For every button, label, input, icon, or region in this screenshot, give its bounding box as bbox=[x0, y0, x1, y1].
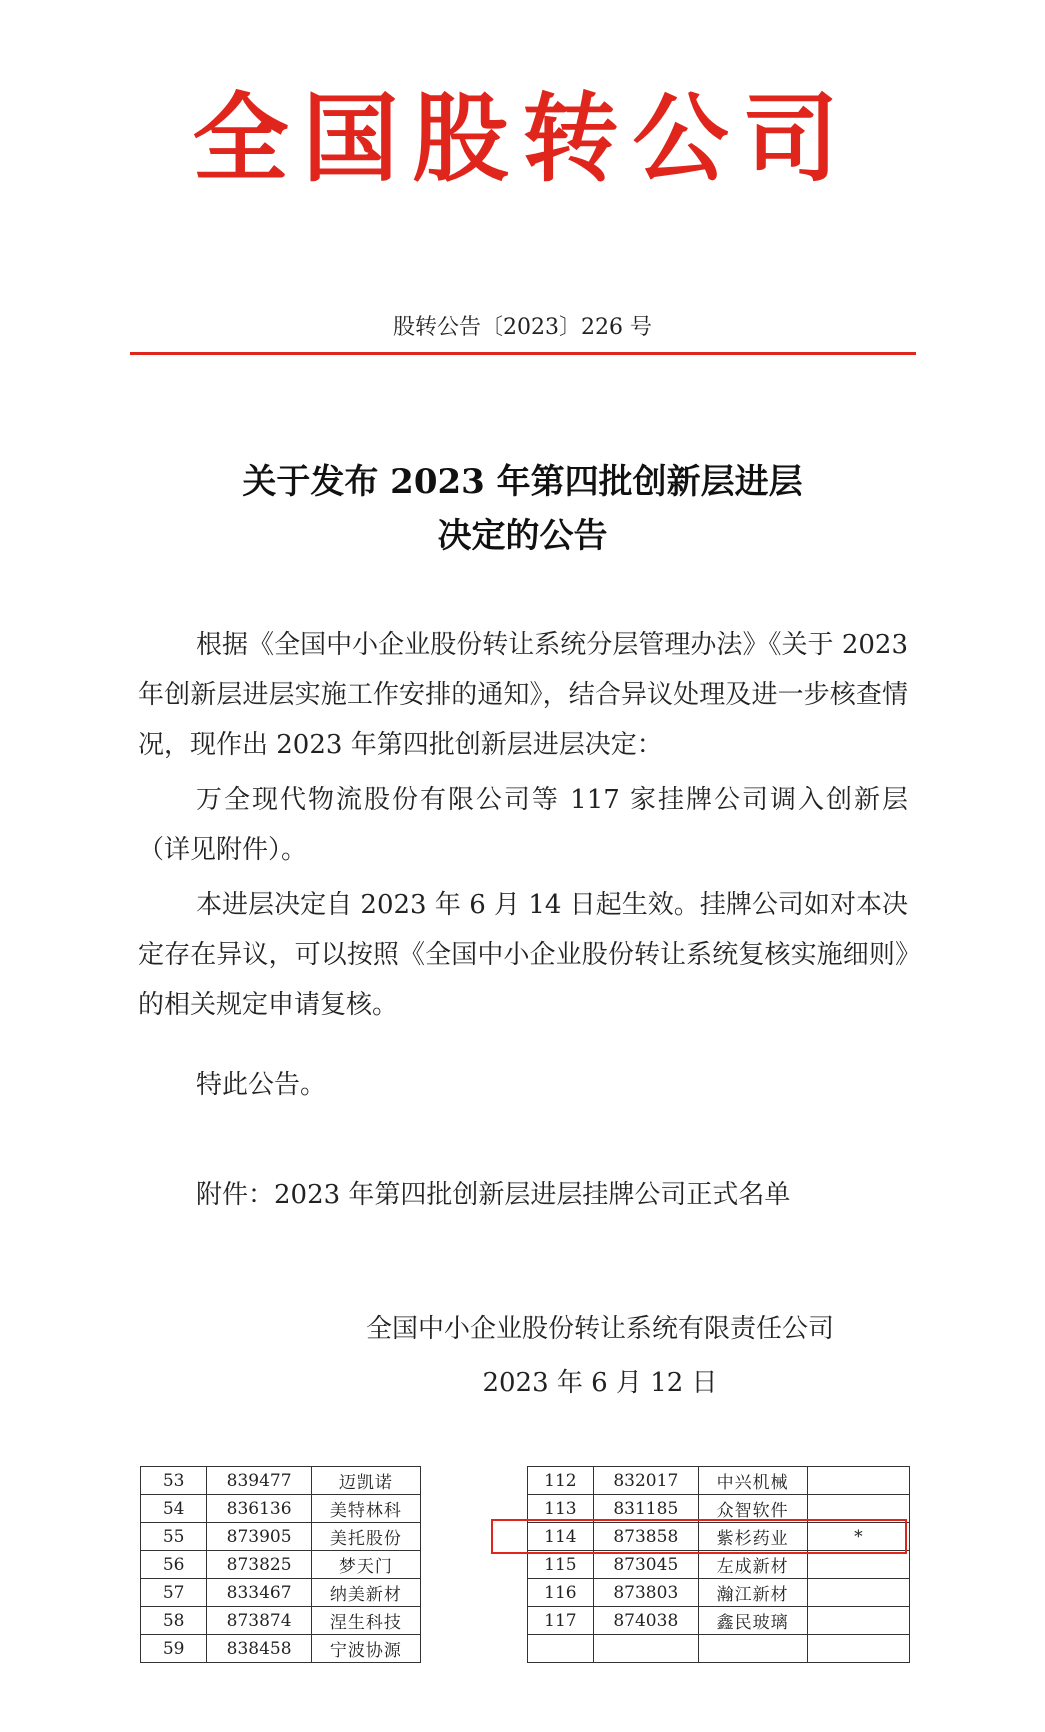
table-row bbox=[141, 1635, 910, 1663]
blank-cell bbox=[420, 1579, 527, 1607]
company-name: 纳美新材 bbox=[311, 1579, 420, 1607]
stock-code: 873874 bbox=[207, 1607, 312, 1635]
title-line-1: 关于发布 2023 年第四批创新层进层 bbox=[242, 462, 803, 502]
row-number: 117 bbox=[527, 1607, 593, 1635]
company-name: 宁波协源 bbox=[311, 1635, 420, 1663]
table-row bbox=[141, 1551, 910, 1579]
remark-cell bbox=[807, 1467, 909, 1495]
row-number: 53 bbox=[141, 1467, 207, 1495]
company-name: 美托股份 bbox=[311, 1523, 420, 1551]
row-number: 58 bbox=[141, 1607, 207, 1635]
company-name: 美特林科 bbox=[311, 1495, 420, 1523]
closing-remark bbox=[138, 1060, 908, 1110]
stock-code: 832017 bbox=[594, 1467, 699, 1495]
org-header-title: 全国股转公司 bbox=[192, 83, 853, 195]
body-paragraph-3 bbox=[138, 880, 908, 1030]
annex-table bbox=[140, 1466, 910, 1663]
row-number: 116 bbox=[527, 1579, 593, 1607]
red-divider bbox=[130, 352, 916, 355]
stock-code: 873803 bbox=[594, 1579, 699, 1607]
company-name: 鑫民玻璃 bbox=[698, 1607, 807, 1635]
body-paragraph-1 bbox=[138, 620, 908, 770]
body-paragraph-2 bbox=[138, 775, 908, 875]
paragraph-text: 附件：2023 年第四批创新层进层挂牌公司正式名单 bbox=[196, 1180, 791, 1210]
paragraph-text: 根据《全国中小企业股份转让系统分层管理办法》《关于 2023 年创新层进层实施工作安排的通知》，结合异议处理及进一步核查情况，现作出 2023 年第四批创新层进层决定： bbox=[138, 630, 908, 760]
stock-code: 873045 bbox=[594, 1551, 699, 1579]
signature-organization: 全国中小企业股份转让系统有限责任公司 bbox=[365, 1314, 834, 1344]
row-number: 113 bbox=[527, 1495, 593, 1523]
row-number: 59 bbox=[141, 1635, 207, 1663]
row-number: 115 bbox=[527, 1551, 593, 1579]
company-name: 瀚江新材 bbox=[698, 1579, 807, 1607]
blank-cell bbox=[420, 1635, 527, 1663]
document-number: 股转公告〔2023〕226 号 bbox=[393, 315, 652, 340]
remark-cell bbox=[807, 1579, 909, 1607]
attachment-note bbox=[138, 1170, 908, 1220]
row-number bbox=[527, 1635, 593, 1663]
row-number: 112 bbox=[527, 1467, 593, 1495]
company-name: 涅生科技 bbox=[311, 1607, 420, 1635]
company-name: 中兴机械 bbox=[698, 1467, 807, 1495]
stock-code: 836136 bbox=[207, 1495, 312, 1523]
remark-cell bbox=[807, 1607, 909, 1635]
stock-code: 873905 bbox=[207, 1523, 312, 1551]
paragraph-text: 万全现代物流股份有限公司等 117 家挂牌公司调入创新层（详见附件）。 bbox=[138, 785, 908, 865]
company-name: 迈凯诺 bbox=[311, 1467, 420, 1495]
title-line-2: 决定的公告 bbox=[437, 516, 608, 556]
paragraph-text: 本进层决定自 2023 年 6 月 14 日起生效。挂牌公司如对本决定存在异议，可以按照《全国中小企业股份转让系统复核实施细则》的相关规定申请复核。 bbox=[138, 890, 908, 1020]
blank-cell bbox=[420, 1467, 527, 1495]
company-name bbox=[698, 1635, 807, 1663]
stock-code: 831185 bbox=[594, 1495, 699, 1523]
paragraph-text: 特此公告。 bbox=[196, 1070, 327, 1100]
row-number: 57 bbox=[141, 1579, 207, 1607]
table-row bbox=[141, 1607, 910, 1635]
row-number: 55 bbox=[141, 1523, 207, 1551]
blank-cell bbox=[420, 1607, 527, 1635]
row-number: 54 bbox=[141, 1495, 207, 1523]
row-number: 56 bbox=[141, 1551, 207, 1579]
company-name: 紫杉药业 bbox=[698, 1523, 807, 1551]
announcement-title bbox=[0, 455, 1045, 563]
stock-code: 874038 bbox=[594, 1607, 699, 1635]
company-name: 众智软件 bbox=[698, 1495, 807, 1523]
remark-cell: * bbox=[807, 1523, 909, 1551]
table-row bbox=[141, 1467, 910, 1495]
highlight-box bbox=[491, 1519, 907, 1554]
stock-code: 873825 bbox=[207, 1551, 312, 1579]
stock-code: 839477 bbox=[207, 1467, 312, 1495]
table-row bbox=[141, 1579, 910, 1607]
remark-cell bbox=[807, 1635, 909, 1663]
signature-date: 2023 年 6 月 12 日 bbox=[482, 1368, 718, 1398]
row-number: 114 bbox=[527, 1523, 593, 1551]
remark-cell bbox=[807, 1551, 909, 1579]
company-name: 左成新材 bbox=[698, 1551, 807, 1579]
blank-cell bbox=[420, 1551, 527, 1579]
company-name: 梦天门 bbox=[311, 1551, 420, 1579]
stock-code bbox=[594, 1635, 699, 1663]
stock-code: 838458 bbox=[207, 1635, 312, 1663]
stock-code: 833467 bbox=[207, 1579, 312, 1607]
stock-code: 873858 bbox=[594, 1523, 699, 1551]
